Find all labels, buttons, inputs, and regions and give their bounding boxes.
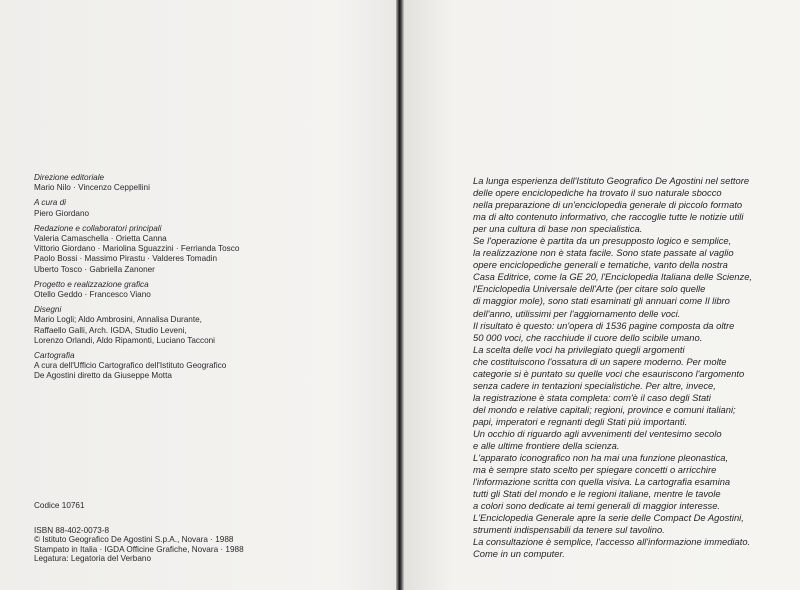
credit-names: A cura dell'Ufficio Cartografico dell'Istituto Geografico De Agostini diretto da Giuseppe Motta [34,361,227,381]
binding-line: Legatura: Legatoria del Verbano [34,554,151,564]
intro-line: L'apparato iconografico non ha mai una funzione pleonastica, [473,452,729,464]
intro-line: l'Enciclopedia Universale dell'Arte (per citare solo quelle [473,283,706,295]
credit-role: Redazione e collaboratori principali [34,223,162,233]
credit-role: Cartografia [34,351,75,361]
credit-block-redazione [34,224,374,275]
left-page [0,0,396,590]
intro-line: Se l'operazione è partita da un presupposto logico e semplice, [473,235,732,247]
credit-block-disegni [34,305,374,346]
intro-line: 50 000 voci, che racchiude il cuore dello scibile umano. [473,331,703,343]
intro-line: che costituiscono l'ossatura di un sapere moderno. Per molte [473,355,727,367]
introduction-text [473,175,783,561]
intro-line: La scelta delle voci ha privilegiato quegli argomenti [473,343,685,355]
intro-line: a colori sono dedicate ai temi generali di maggior interesse. [473,500,721,512]
book-spine-gutter [396,0,404,590]
intro-line: Un occhio di riguardo agli avvenimenti del ventesimo secolo [473,427,722,439]
colophon [34,501,374,564]
credit-names: Piero Giordano [34,208,90,218]
credit-role: Disegni [34,305,62,315]
credit-block-cartografia [34,351,374,382]
intro-line: la registrazione è stata completa: com'è il caso degli Stati [473,391,711,403]
credit-role: A cura di [34,198,67,208]
credit-role: Progetto e realizzazione grafica [34,279,149,289]
copyright-line: © Istituto Geografico De Agostini S.p.A., Novara · 1988 [34,535,234,545]
credit-names: Mario Nilo · Vincenzo Ceppellini [34,183,150,193]
intro-line: papi, imperatori e regnanti degli Stati più importanti. [473,415,688,427]
credit-names: Otello Geddo · Francesco Viano [34,290,151,300]
printed-line: Stampato in Italia · IGDA Officine Grafiche, Novara · 1988 [34,544,244,554]
intro-line: nella preparazione di un'enciclopedia generale di piccolo formato [473,199,743,211]
credit-role: Direzione editoriale [34,173,105,182]
intro-line: di maggior mole), sono stati esaminati gli annuari come Il libro [473,295,730,307]
intro-line: del mondo e relative capitali; regioni, province e comuni italiani; [473,403,736,415]
intro-line: ma è sempre stato scelto per spiegare concetti o arricchire [473,464,717,476]
intro-line: e alle ultime frontiere della scienza. [473,440,620,452]
credit-names: Valeria Camaschella · Orietta Canna Vittorio Giordano · Mariolina Sguazzini · Ferrianda Tosco Paolo Bossi · Massimo Pirastu · Valderes Tomadin Uberto Tosco · Gabriella Zanoner [34,234,240,274]
intro-line: tutti gli Stati del mondo e le regioni italiane, mentre le tavole [473,488,721,500]
intro-line: la realizzazione non è stata facile. Sono state passate al vaglio [473,247,734,259]
intro-line: strumenti indispensabili da tenere sul tavolino. [473,524,665,536]
credit-block-progetto-grafico [34,280,374,300]
intro-line: dell'anno, utilissimi per l'aggiornamento delle voci. [473,307,681,319]
intro-line: per una cultura di base non specialistica. [473,223,643,235]
intro-line: categorie si è puntato su quelle voci che esauriscono l'argomento [473,367,745,379]
intro-line: Il risultato è questo: un'opera di 1536 pagine composta da oltre [473,319,735,331]
intro-line: La consultazione è semplice, l'accesso all'informazione immediato. [473,536,751,548]
credit-block-direzione [34,173,374,193]
intro-line: La lunga esperienza dell'Istituto Geografico De Agostini nel settore [473,175,750,186]
intro-line: opere enciclopediche generali e tematiche, vanto della nostra [473,259,728,271]
intro-line: Come in un computer. [473,548,565,560]
isbn-line: ISBN 88-402-0073-8 [34,525,110,535]
credit-names: Mario Logli; Aldo Ambrosini, Annalisa Durante, Raffaello Galli, Arch. IGDA, Studio Leveni, Lorenzo Orlandi, Aldo Ripamonti, Luciano Tacconi [34,315,215,345]
product-code: Codice 10761 [34,501,85,510]
intro-line: L'Enciclopedia Generale apre la serie delle Compact De Agostini, [473,512,744,524]
intro-line: ma di alto contenuto informativo, che raccoglie tutte le notizie utili [473,211,744,223]
intro-line: senza cadere in tentazioni specialistiche. Per altre, invece, [473,379,716,391]
credits-section [34,173,374,387]
intro-line: l'informazione scritta con quella visiva. La cartografia esamina [473,476,731,488]
intro-line: Casa Editrice, come la GE 20, l'Enciclopedia Italiana delle Scienze, [473,271,753,283]
credit-block-a-cura-di [34,198,374,218]
intro-line: delle opere enciclopediche ha trovato il suo naturale sbocco [473,187,722,199]
